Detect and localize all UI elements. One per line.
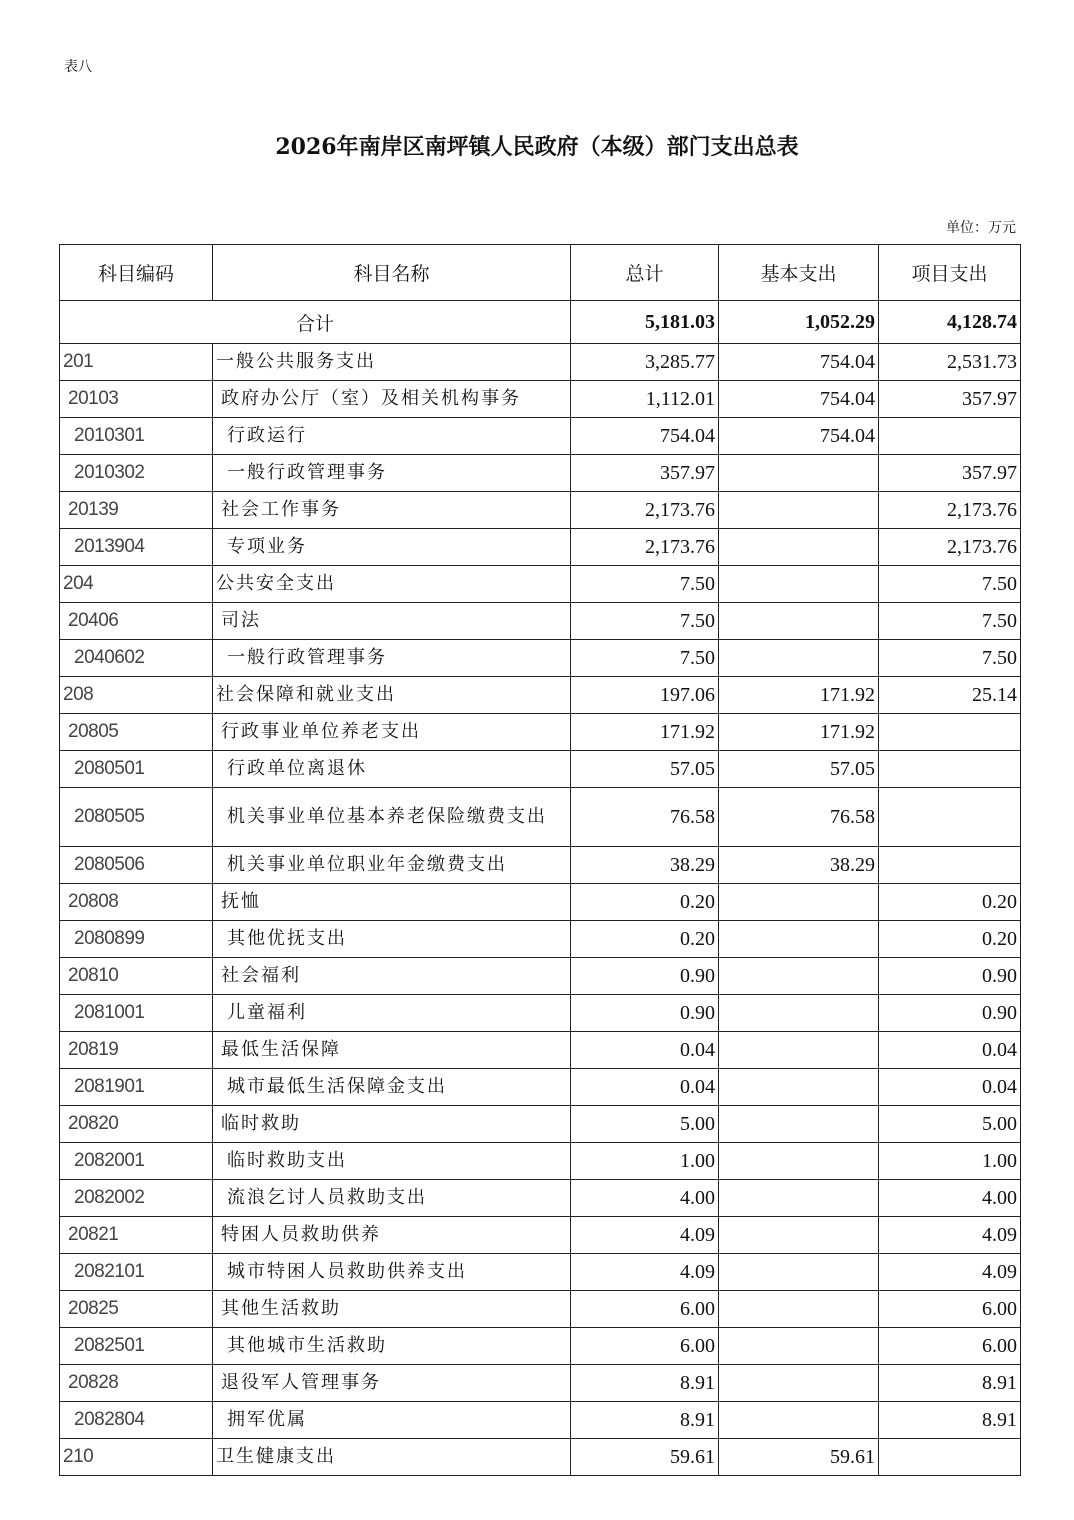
header-total: 总计 [571,245,719,301]
table-row [60,1106,1021,1143]
table-row [60,1328,1021,1365]
row-total: 5.00 [571,1106,719,1143]
row-project [879,418,1021,455]
row-code: 208 [60,677,213,714]
row-code: 2080899 [60,921,213,958]
row-code: 2082501 [60,1328,213,1365]
table-row [60,751,1021,788]
row-code: 20103 [60,381,213,418]
header-code: 科目编码 [60,245,213,301]
row-basic [719,884,879,921]
row-name: 拥军优属 [213,1402,571,1439]
row-basic [719,1254,879,1291]
table-row [60,566,1021,603]
row-code: 2010301 [60,418,213,455]
row-project: 2,173.76 [879,492,1021,529]
expenditure-table [59,244,1021,1476]
row-code: 2010302 [60,455,213,492]
row-code: 2081001 [60,995,213,1032]
row-basic [719,1069,879,1106]
row-name: 临时救助支出 [213,1143,571,1180]
row-name: 临时救助 [213,1106,571,1143]
table-row [60,714,1021,751]
row-name: 一般公共服务支出 [213,344,571,381]
header-row [60,245,1021,301]
table-row [60,492,1021,529]
table-row [60,1254,1021,1291]
row-name: 其他城市生活救助 [213,1328,571,1365]
row-total: 0.90 [571,958,719,995]
header-name: 科目名称 [213,245,571,301]
row-project: 0.20 [879,884,1021,921]
row-code: 20820 [60,1106,213,1143]
row-project [879,1439,1021,1476]
row-basic: 59.61 [719,1439,879,1476]
row-code: 20805 [60,714,213,751]
row-name: 机关事业单位基本养老保险缴费支出 [213,788,571,847]
row-name: 退役军人管理事务 [213,1365,571,1402]
row-project: 357.97 [879,455,1021,492]
row-total: 8.91 [571,1402,719,1439]
row-project: 4.09 [879,1217,1021,1254]
row-basic: 754.04 [719,344,879,381]
row-name: 儿童福利 [213,995,571,1032]
row-name: 一般行政管理事务 [213,640,571,677]
row-basic: 754.04 [719,381,879,418]
row-total: 38.29 [571,847,719,884]
row-basic [719,995,879,1032]
row-code: 2040602 [60,640,213,677]
row-total: 7.50 [571,603,719,640]
row-name: 最低生活保障 [213,1032,571,1069]
table-row [60,788,1021,847]
row-total: 4.09 [571,1217,719,1254]
row-basic: 754.04 [719,418,879,455]
row-code: 201 [60,344,213,381]
row-project: 7.50 [879,603,1021,640]
row-project: 0.90 [879,958,1021,995]
row-name: 行政单位离退休 [213,751,571,788]
total-label: 合计 [60,301,571,344]
row-total: 754.04 [571,418,719,455]
row-basic [719,1291,879,1328]
row-project: 0.90 [879,995,1021,1032]
row-code: 20819 [60,1032,213,1069]
row-total: 171.92 [571,714,719,751]
row-total: 7.50 [571,566,719,603]
row-project [879,847,1021,884]
table-number: 表八 [64,59,92,75]
row-total: 2,173.76 [571,529,719,566]
row-name: 机关事业单位职业年金缴费支出 [213,847,571,884]
row-basic [719,566,879,603]
row-basic [719,958,879,995]
row-name: 政府办公厅（室）及相关机构事务 [213,381,571,418]
row-basic: 57.05 [719,751,879,788]
row-total: 0.04 [571,1032,719,1069]
row-project: 2,531.73 [879,344,1021,381]
row-total: 76.58 [571,788,719,847]
row-project: 7.50 [879,640,1021,677]
row-name: 社会福利 [213,958,571,995]
row-basic: 171.92 [719,714,879,751]
row-project: 8.91 [879,1365,1021,1402]
table-row [60,1069,1021,1106]
row-project: 357.97 [879,381,1021,418]
row-code: 20139 [60,492,213,529]
row-total: 3,285.77 [571,344,719,381]
row-project: 7.50 [879,566,1021,603]
row-project: 8.91 [879,1402,1021,1439]
row-code: 20406 [60,603,213,640]
row-basic [719,921,879,958]
table-row [60,677,1021,714]
row-basic [719,1328,879,1365]
row-code: 2080505 [60,788,213,847]
row-basic [719,492,879,529]
row-project: 0.04 [879,1032,1021,1069]
table-row [60,884,1021,921]
table-row [60,1439,1021,1476]
row-name: 流浪乞讨人员救助支出 [213,1180,571,1217]
row-total: 6.00 [571,1291,719,1328]
row-name: 其他生活救助 [213,1291,571,1328]
row-project [879,714,1021,751]
row-code: 20810 [60,958,213,995]
table-row [60,1217,1021,1254]
row-code: 20825 [60,1291,213,1328]
table-row [60,1143,1021,1180]
row-code: 2013904 [60,529,213,566]
row-name: 行政运行 [213,418,571,455]
row-total: 4.09 [571,1254,719,1291]
table-row [60,344,1021,381]
row-code: 20821 [60,1217,213,1254]
row-code: 2080501 [60,751,213,788]
row-basic: 38.29 [719,847,879,884]
row-total: 0.90 [571,995,719,1032]
table-row [60,921,1021,958]
table-row [60,529,1021,566]
table-row [60,1032,1021,1069]
row-name: 行政事业单位养老支出 [213,714,571,751]
unit-label: 单位：万元 [946,220,1016,236]
table-row [60,1402,1021,1439]
row-name: 社会保障和就业支出 [213,677,571,714]
table-row [60,1180,1021,1217]
total-project: 4,128.74 [879,301,1021,344]
table-row [60,958,1021,995]
row-name: 特困人员救助供养 [213,1217,571,1254]
row-name: 专项业务 [213,529,571,566]
row-name: 社会工作事务 [213,492,571,529]
row-project: 0.04 [879,1069,1021,1106]
row-project: 1.00 [879,1143,1021,1180]
row-total: 1.00 [571,1143,719,1180]
row-project: 6.00 [879,1328,1021,1365]
row-project: 4.09 [879,1254,1021,1291]
page-title: 2026年南岸区南坪镇人民政府（本级）部门支出总表 [275,134,799,160]
row-basic: 76.58 [719,788,879,847]
row-total: 1,112.01 [571,381,719,418]
row-total: 8.91 [571,1365,719,1402]
row-name: 抚恤 [213,884,571,921]
table-row [60,640,1021,677]
row-basic [719,1365,879,1402]
row-code: 2081901 [60,1069,213,1106]
table-row [60,847,1021,884]
header-basic: 基本支出 [719,245,879,301]
row-basic [719,1180,879,1217]
row-project: 5.00 [879,1106,1021,1143]
row-code: 210 [60,1439,213,1476]
row-basic [719,1143,879,1180]
row-total: 0.20 [571,884,719,921]
row-code: 2082804 [60,1402,213,1439]
row-total: 2,173.76 [571,492,719,529]
row-code: 2080506 [60,847,213,884]
row-project: 4.00 [879,1180,1021,1217]
row-code: 2082002 [60,1180,213,1217]
row-basic: 171.92 [719,677,879,714]
row-name: 司法 [213,603,571,640]
row-basic [719,455,879,492]
row-project: 25.14 [879,677,1021,714]
table-row [60,1365,1021,1402]
row-total: 0.20 [571,921,719,958]
table-row [60,1291,1021,1328]
row-name: 其他优抚支出 [213,921,571,958]
total-total: 5,181.03 [571,301,719,344]
row-basic [719,1106,879,1143]
row-code: 20808 [60,884,213,921]
row-basic [719,529,879,566]
row-name: 卫生健康支出 [213,1439,571,1476]
row-total: 6.00 [571,1328,719,1365]
row-project: 2,173.76 [879,529,1021,566]
table-row [60,603,1021,640]
row-total: 59.61 [571,1439,719,1476]
row-name: 城市最低生活保障金支出 [213,1069,571,1106]
row-basic [719,603,879,640]
row-name: 一般行政管理事务 [213,455,571,492]
table-row [60,381,1021,418]
row-name: 城市特困人员救助供养支出 [213,1254,571,1291]
row-project: 0.20 [879,921,1021,958]
row-basic [719,640,879,677]
header-project: 项目支出 [879,245,1021,301]
row-code: 20828 [60,1365,213,1402]
row-total: 4.00 [571,1180,719,1217]
row-code: 2082001 [60,1143,213,1180]
table-row [60,995,1021,1032]
row-project: 6.00 [879,1291,1021,1328]
row-total: 197.06 [571,677,719,714]
row-basic [719,1217,879,1254]
row-code: 2082101 [60,1254,213,1291]
total-basic: 1,052.29 [719,301,879,344]
row-total: 7.50 [571,640,719,677]
table-row [60,418,1021,455]
row-project [879,751,1021,788]
row-basic [719,1032,879,1069]
row-project [879,788,1021,847]
total-row [60,301,1021,344]
row-total: 57.05 [571,751,719,788]
table-row [60,455,1021,492]
row-basic [719,1402,879,1439]
row-total: 0.04 [571,1069,719,1106]
row-total: 357.97 [571,455,719,492]
row-name: 公共安全支出 [213,566,571,603]
row-code: 204 [60,566,213,603]
